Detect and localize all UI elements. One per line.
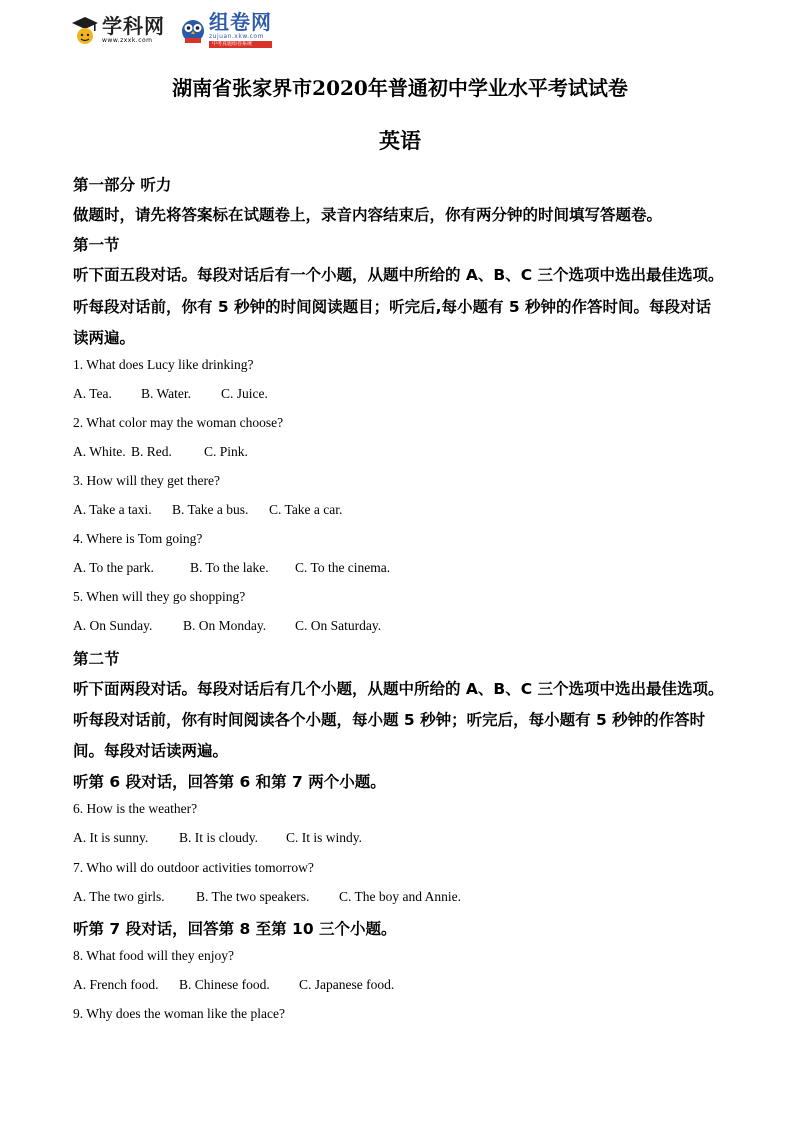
zujuan-name: 组卷网 [209,10,272,34]
question-2: 2. What color may the woman choose? [73,415,284,430]
options-8 [73,977,394,993]
option-c: C. Juice. [221,386,268,401]
question-4: 4. Where is Tom going? [73,531,203,546]
zxxk-url: www.zxxk.com [102,37,153,44]
section2-instruction-3: 间。每段对话读两遍。 [73,742,229,760]
options-7 [73,889,461,905]
zxxk-logo [70,14,165,46]
option-a: A. On Sunday. [73,618,153,633]
options-4 [73,560,390,576]
option-a: A. To the park. [73,560,154,575]
option-c: C. It is windy. [286,830,363,845]
zujuan-url: zujuan.xkw.com [209,33,264,40]
options-2 [73,444,248,460]
question-9: 9. Why does the woman like the place? [73,1006,285,1021]
header-logos [70,12,286,48]
question-7: 7. Who will do outdoor activities tomorrow? [73,860,314,875]
option-c: C. On Saturday. [295,618,382,633]
options-6 [73,830,362,846]
section2-instruction-1: 听下面两段对话。每段对话后有几个小题，从题中所给的 A、B、C 三个选项中选出最佳选项。 [73,680,724,698]
section1-instruction-3: 读两遍。 [73,329,136,347]
zxxk-name: 学科网 [102,14,165,38]
question-1: 1. What does Lucy like drinking? [73,357,254,372]
section2-instruction-2: 听每段对话前，你有时间阅读各个小题，每小题 5 秒钟；听完后，每小题有 5 秒钟的作答时 [73,711,706,729]
question-8: 8. What food will they enjoy? [73,948,234,963]
dialog-7-instruction: 听第 7 段对话，回答第 8 至第 10 三个小题。 [73,920,397,938]
option-b: B. Water. [141,386,192,401]
dialog-6-instruction: 听第 6 段对话，回答第 6 和第 7 两个小题。 [73,773,386,791]
option-a: A. It is sunny. [73,830,149,845]
option-b: B. Chinese food. [179,977,270,992]
option-b: B. Take a bus. [172,502,249,517]
section1-heading: 第一节 [73,236,120,254]
option-c: C. To the cinema. [295,560,391,575]
option-c: C. Pink. [204,444,248,459]
part1-heading: 第一部分 听力 [73,176,172,194]
zujuan-logo [179,12,272,48]
option-c: C. Take a car. [269,502,343,517]
question-3: 3. How will they get there? [73,473,220,488]
options-5 [73,618,381,634]
zujuan-strip: 中考真题组卷系统 [209,41,272,48]
section1-instruction-2: 听每段对话前，你有 5 秒钟的时间阅读题目；听完后,每小题有 5 秒钟的作答时间。每段对话 [73,298,712,316]
subject-title: 英语 [379,128,421,153]
option-a: A. Tea. [73,386,112,401]
part1-instruction: 做题时，请先将答案标在试题卷上，录音内容结束后，你有两分钟的时间填写答题卷。 [73,206,663,224]
section1-instruction-1: 听下面五段对话。每段对话后有一个小题，从题中所给的 A、B、C 三个选项中选出最佳选项。 [73,266,724,284]
owl-mascot-icon [179,14,207,46]
option-a: A. White. [73,444,126,459]
exam-title: 湖南省张家界市2020年普通初中学业水平考试试卷 [172,76,628,100]
option-a: A. The two girls. [73,889,165,904]
option-b: B. It is cloudy. [179,830,258,845]
option-a: A. Take a taxi. [73,502,152,517]
option-c: C. The boy and Annie. [339,889,461,904]
option-b: B. The two speakers. [196,889,310,904]
section2-heading: 第二节 [73,650,120,668]
options-3 [73,502,342,518]
option-a: A. French food. [73,977,159,992]
option-b: B. Red. [131,444,172,459]
options-1 [73,386,268,402]
option-b: B. To the lake. [190,560,269,575]
question-5: 5. When will they go shopping? [73,589,246,604]
graduate-cap-icon [70,14,100,46]
option-b: B. On Monday. [183,618,267,633]
question-6: 6. How is the weather? [73,801,198,816]
option-c: C. Japanese food. [299,977,395,992]
